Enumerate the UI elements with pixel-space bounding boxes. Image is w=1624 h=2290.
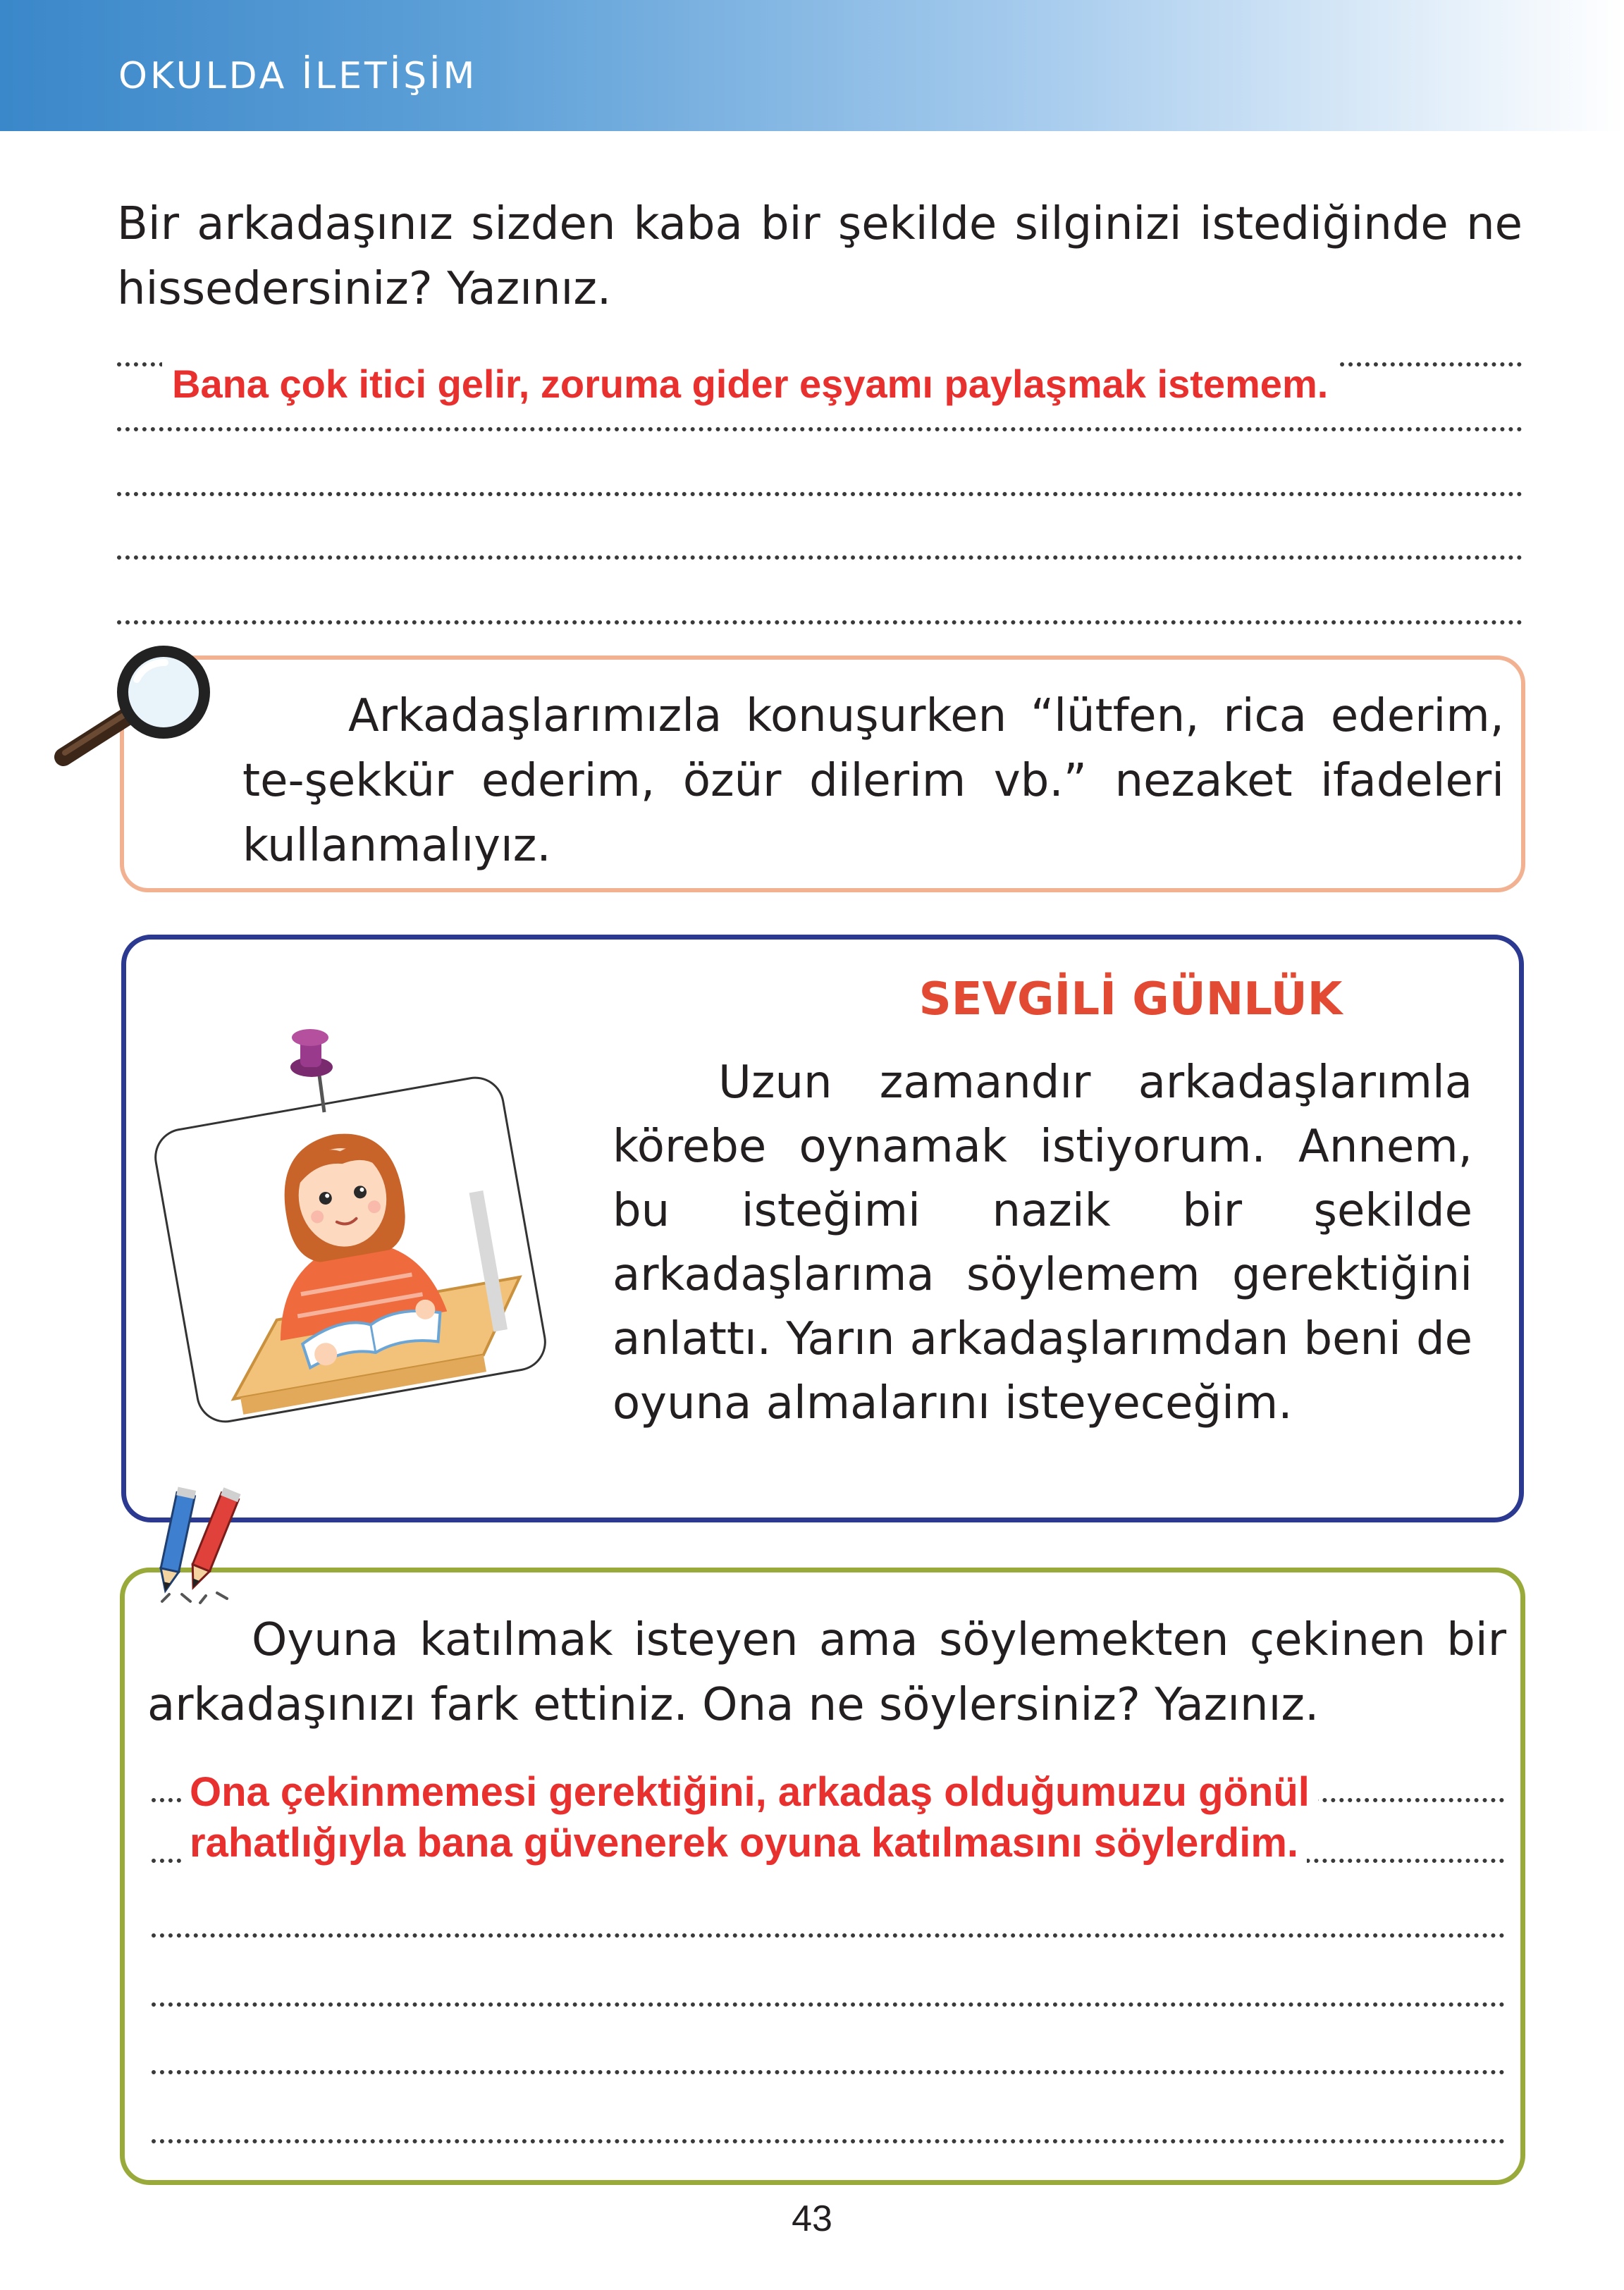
- diary-title: SEVGİLİ GÜNLÜK: [918, 973, 1343, 1026]
- question-2-answer-line-2: rahatlığıyla bana güvenerek oyuna katılmasını söylerdim.: [181, 1819, 1307, 1866]
- question-1-answer: Bana çok itici gelir, zoruma gider eşyamı paylaşmak istemem.: [162, 359, 1338, 408]
- girl-reading-illustration: [146, 1073, 555, 1426]
- answer-line: [152, 1933, 1505, 1938]
- question-2-answer-line-1: Ona çekinmemesi gerektiğini, arkadaş olduğumuzu gönül: [181, 1768, 1318, 1816]
- page-header-title: OKULDA İLETİŞİM: [118, 55, 478, 97]
- tip-box: [120, 655, 1525, 892]
- answer-line: [152, 2070, 1505, 2074]
- question-2-text: Oyuna katılmak isteyen ama söylemekten çekinen bir arkadaşınızı fark ettiniz. Ona ne söylersiniz? Yazınız.: [147, 1614, 1506, 1731]
- magnifier-icon: [45, 644, 214, 771]
- page-number: 43: [792, 2198, 832, 2239]
- answer-line: [152, 2139, 1505, 2143]
- pencils-icon: [138, 1480, 251, 1607]
- answer-line: [152, 2002, 1505, 2007]
- tip-text: Arkadaşlarımızla konuşurken “lütfen, rica ederim, te-şekkür ederim, özür dilerim vb.” nezaket ifadeleri kullanmalıyız.: [242, 690, 1504, 872]
- question-2-box: [120, 1568, 1525, 2185]
- answer-line: [117, 427, 1522, 431]
- question-1-text: Bir arkadaşınız sizden kaba bir şekilde silginizi istediğinde ne hissedersiniz? Yazınız.: [117, 198, 1522, 315]
- answer-line: [117, 555, 1522, 560]
- push-pin-icon: [275, 1021, 345, 1119]
- answer-line: [117, 620, 1522, 624]
- answer-line: [117, 492, 1522, 496]
- diary-text: Uzun zamandır arkadaşlarımla körebe oynamak istiyorum. Annem, bu isteğimi nazik bir şekilde arkadaşlarıma söylemem gerektiğini anlattı. Yarın arkadaşlarımdan beni de oyuna almalarını isteyeceğim.: [613, 1057, 1472, 1429]
